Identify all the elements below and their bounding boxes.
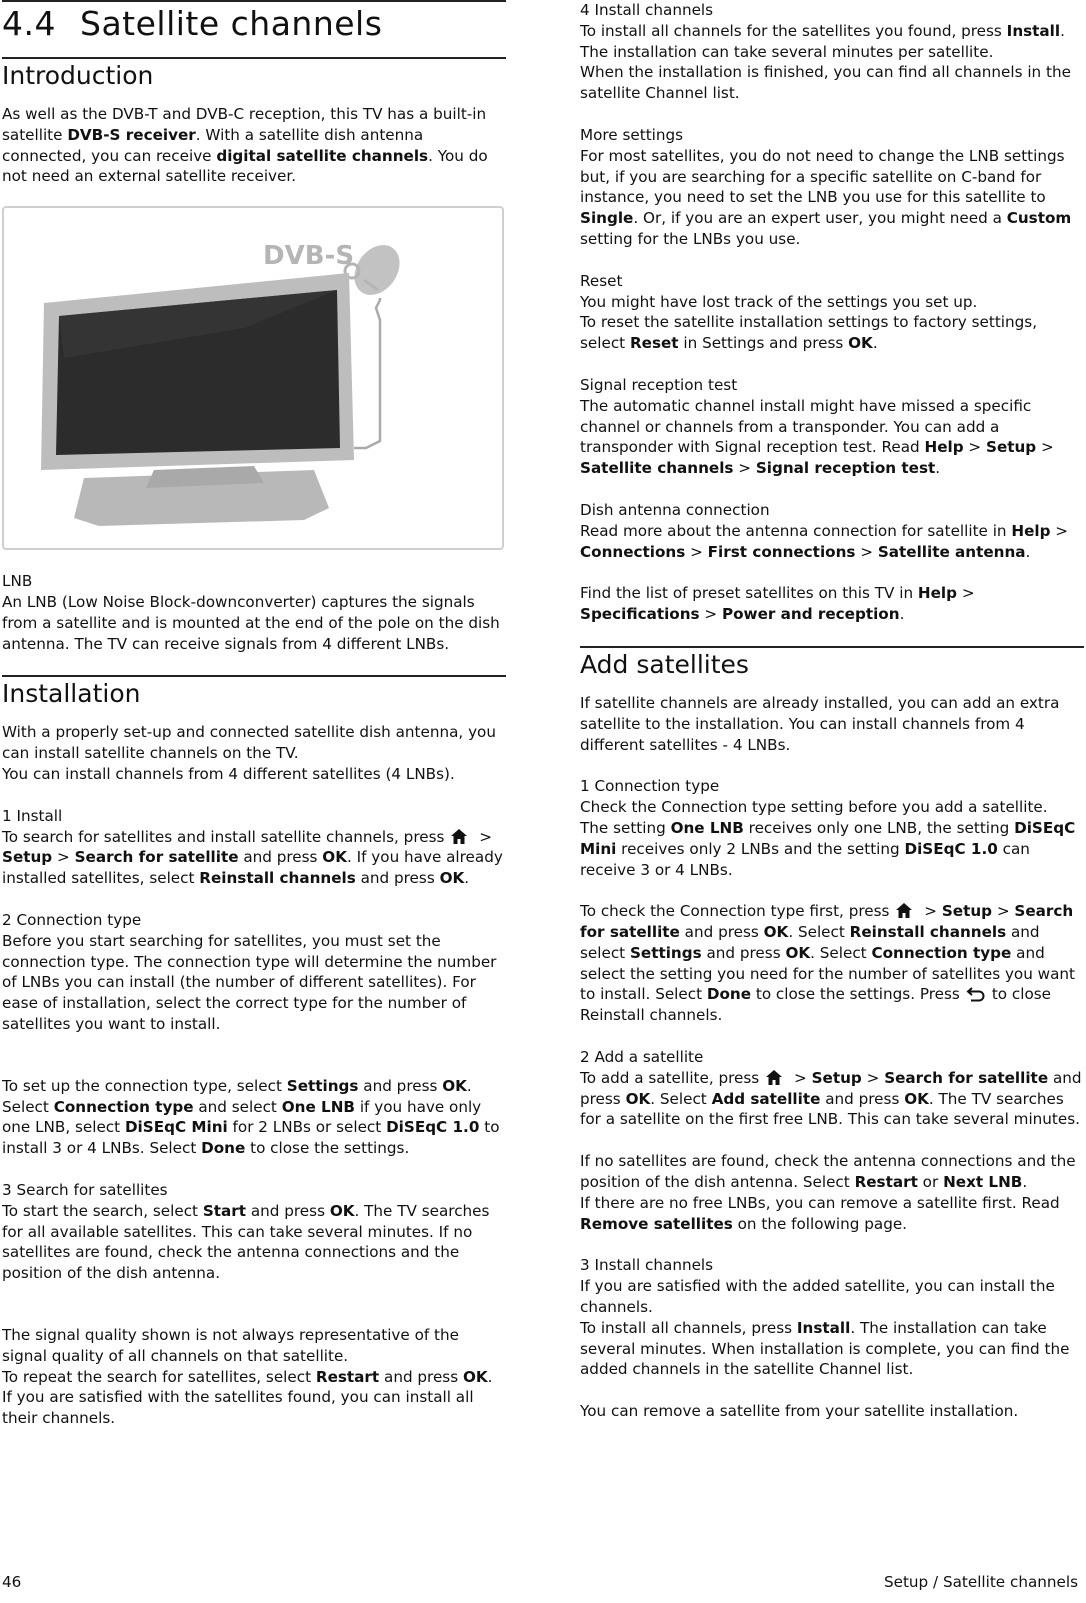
search-text: To start the search, select Start and press OK. The TV searches for all available satellites. This can take several minutes. If no satellites are found, check the antenna connections and the position of the dish antenna. [2,1201,490,1283]
intro-paragraph: As well as the DVB-T and DVB-C reception, this TV has a built-in satellite DVB-S receiver. With a satellite dish antenna connected, you can receive digital satellite channels. You do not need an external satellite receiver. [2,105,488,186]
reset-p1: You might have lost track of the settings you set up. [580,292,978,311]
right-column [580,0,1084,1422]
install-step-title: 1 Install [2,806,63,825]
connection-type-setup: To set up the connection type, select Settings and press OK. Select Connection type and select One LNB if you have only one LNB, select DiSEqC Mini for 2 LNBs or select DiSEqC 1.0 to install 3 or 4 LNBs. Select Done to close the settings. [2,1076,500,1158]
footer-section: Setup / Satellite channels [883,1573,1078,1591]
connection-type-text: Before you start searching for satellites, you must set the connection type. The connection type will determine the number of LNBs you can install (the number of different satellites). For ease of installation, select the correct type for the number of satellites you want to install. [2,931,497,1033]
add-install-satisfied: If you are satisfied with the added satellite, you can install the channels. [580,1277,1055,1317]
add-connection-settings: The setting One LNB receives only one LNB, the setting DiSEqC Mini receives only 2 LNBs and the setting DiSEqC 1.0 can receive 3 or 4 LNBs. [580,818,1076,879]
home-icon [895,902,913,919]
tv-icon [41,273,354,526]
figure-label: DVB-S [263,241,355,272]
installation-heading: Installation [2,679,141,709]
dish-icon [345,237,409,304]
installation-p1: With a properly set-up and connected satellite dish antenna, you can install satellite channels on the TV. [2,723,496,763]
lnb-title: LNB [2,572,33,591]
more-settings-title: More settings [580,125,684,144]
no-free-lnbs-text: If there are no free LNBs, you can remove a satellite first. Read Remove satellites on the following page. [580,1193,1060,1233]
chapter-name: Satellite channels [80,4,383,43]
reset-title: Reset [580,271,623,290]
more-settings-text: For most satellites, you do not need to change the LNB settings but, if you are searching for a specific satellite on C-band for instance, you need to set the LNB you use for this satellite to Single. Or, if you are an expert user, you might need a Custom setting for the LNBs you use. [580,146,1072,248]
home-icon [765,1069,783,1086]
add-connection-check-steps: To check the Connection type first, press > Setup > Search for satellite and press OK. Select Reinstall channels and select Settings and press OK. Select Connection type and select the setting you need for the number of satellites you want to install. Select Done to close the settings. Press to close Reinstall channels. [580,902,1075,1025]
add-intro-text: If satellite channels are already installed, you can add an extra satellite to the installation. You can install channels from 4 different satellites - 4 LNBs. [580,693,1060,754]
chapter-number: 4.4 [2,4,56,43]
installation-p2: You can install channels from 4 different satellites (4 LNBs). [2,764,455,783]
install-channels-title: 4 Install channels [580,1,714,19]
signal-test-text: The automatic channel install might have missed a specific channel or channels from a transponder. You can add a transponder with Signal reception test. Read Help > Setup > Satellite channels > Signal reception test. [580,396,1054,478]
add-connection-type-title: 1 Connection type [580,777,720,796]
add-satellite-title: 2 Add a satellite [580,1048,704,1067]
preset-satellites-text: Find the list of preset satellites on this TV in Help > Specifications > Power and reception. [580,584,975,624]
add-connection-check: Check the Connection type setting before you add a satellite. [580,798,1048,817]
add-satellites-heading: Add satellites [580,649,749,679]
search-title: 3 Search for satellites [2,1180,168,1199]
install-channels-text: To install all channels for the satellites you found, press Install. The installation can take several minutes per satellite. [580,21,1065,61]
left-column [2,0,506,1429]
page-number: 46 [2,1573,22,1591]
chapter-title [2,2,506,57]
satisfied-text: If you are satisfied with the satellites found, you can install all their channels. [2,1388,474,1428]
signal-test-title: Signal reception test [580,375,738,394]
install-step-text: To search for satellites and install satellite channels, press > Setup > Search for satellite and press OK. If you have already installed satellites, select Reinstall channels and press OK. [2,827,503,888]
dish-connection-title: Dish antenna connection [580,500,770,519]
remove-satellite-text: You can remove a satellite from your satellite installation. [580,1402,1019,1421]
install-finished-text: When the installation is finished, you can find all channels in the satellite Channel list. [580,63,1071,103]
reset-text: To reset the satellite installation settings to factory settings, select Reset in Settings and press OK. [580,313,1038,353]
repeat-search-text: To repeat the search for satellites, select Restart and press OK. [2,1367,493,1386]
dish-connection-text: Read more about the antenna connection for satellite in Help > Connections > First connections > Satellite antenna. [580,521,1069,561]
add-install-channels-title: 3 Install channels [580,1256,714,1275]
add-satellite-text: To add a satellite, press > Setup > Search for satellite and press OK. Select Add satellite and press OK. The TV searches for a satellite on the first free LNB. This can take several minutes. [580,1068,1082,1129]
lnb-text: An LNB (Low Noise Block-downconverter) captures the signals from a satellite and is mounted at the end of the pole on the dish antenna. The TV can receive signals from 4 different LNBs. [2,592,500,653]
back-icon [966,986,986,1002]
add-install-text: To install all channels, press Install. The installation can take several minutes. When installation is complete, you can find the added channels in the satellite Channel list. [580,1318,1070,1379]
no-satellites-text: If no satellites are found, check the antenna connections and the position of the dish antenna. Select Restart or Next LNB. [580,1152,1076,1192]
tv-satellite-dish-image [4,208,502,548]
signal-quality-text: The signal quality shown is not always representative of the signal quality of all channels on that satellite. [2,1325,459,1365]
intro-heading: Introduction [2,61,154,90]
dvbs-illustration [2,206,504,550]
connection-type-title: 2 Connection type [2,910,142,929]
home-icon [450,828,468,845]
